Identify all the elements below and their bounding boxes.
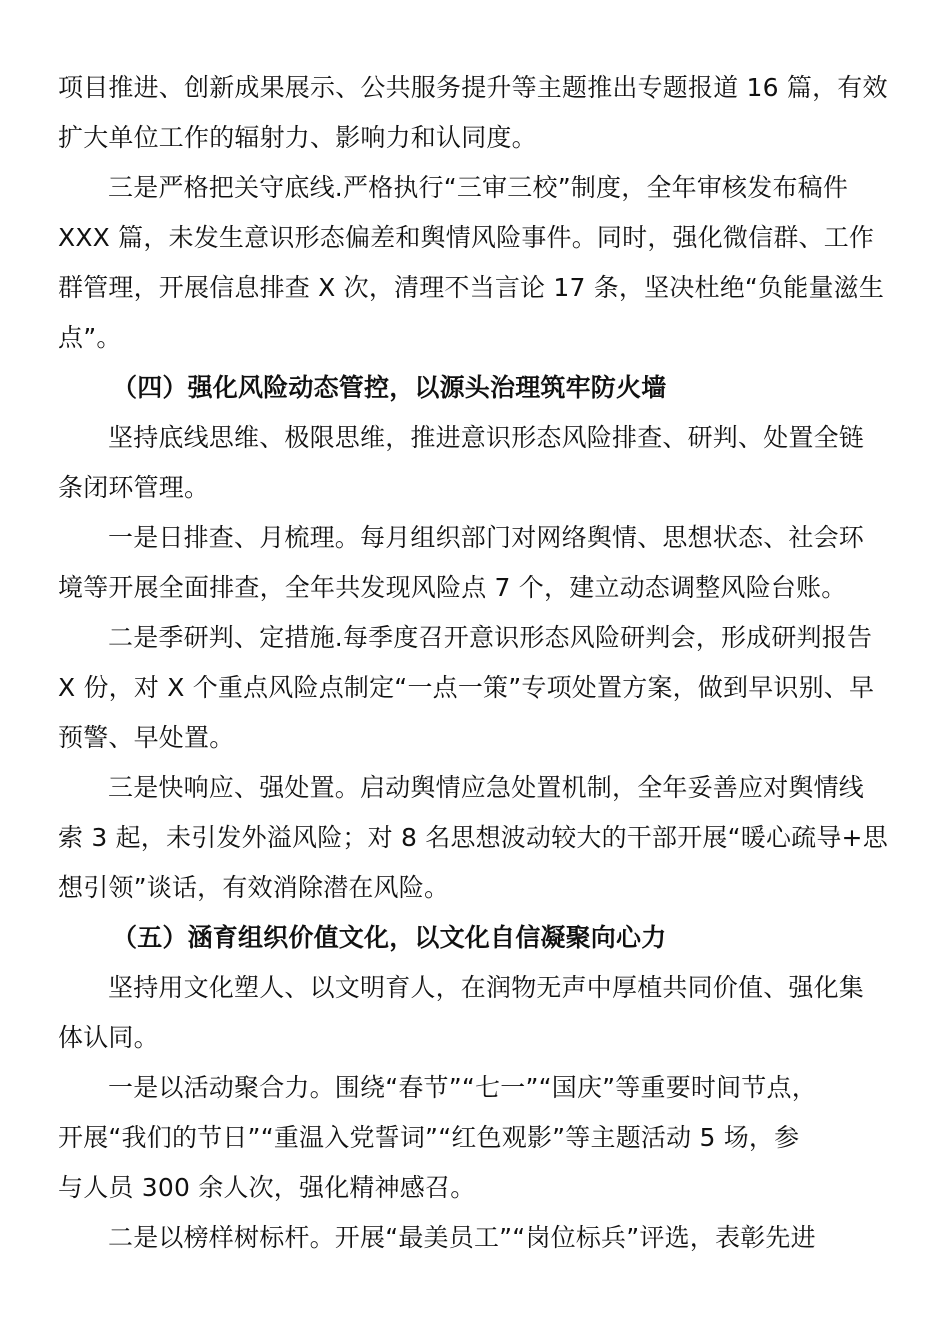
- paragraph-start-line: 一是日排查、月梳理。每月组织部门对网络舆情、思想状态、社会环: [108, 523, 865, 552]
- paragraph-start-line: 坚持底线思维、极限思维，推进意识形态风险排查、研判、处置全链: [108, 423, 865, 452]
- body-line: 想引领”谈话，有效消除潜在风险。: [58, 873, 450, 902]
- body-line: 群管理，开展信息排查 X 次，清理不当言论 17 条，坚决杜绝“负能量滋生: [58, 273, 885, 302]
- body-line: X 份，对 X 个重点风险点制定“一点一策”专项处置方案，做到早识别、早: [58, 673, 875, 702]
- body-line: 与人员 300 余人次，强化精神感召。: [58, 1173, 476, 1202]
- body-line: 预警、早处置。: [58, 723, 235, 752]
- body-line: 点”。: [58, 323, 122, 352]
- paragraph-start-line: 三是快响应、强处置。启动舆情应急处置机制，全年妥善应对舆情线: [108, 773, 865, 802]
- body-line: 项目推进、创新成果展示、公共服务提升等主题推出专题报道 16 篇，有效: [58, 73, 888, 102]
- body-line: 体认同。: [58, 1023, 159, 1052]
- body-line: 扩大单位工作的辐射力、影响力和认同度。: [58, 123, 537, 152]
- section-heading-5: （五）涵育组织价值文化，以文化自信凝聚向心力: [112, 923, 667, 952]
- paragraph-start-line: 二是季研判、定措施.每季度召开意识形态风险研判会，形成研判报告: [108, 623, 873, 652]
- body-line: 境等开展全面排查，全年共发现风险点 7 个，建立动态调整风险台账。: [58, 573, 847, 602]
- paragraph-start-line: 一是以活动聚合力。围绕“春节”“七一”“国庆”等重要时间节点，: [108, 1073, 817, 1102]
- paragraph-start-line: 二是以榜样树标杆。开展“最美员工”“岗位标兵”评选，表彰先进: [108, 1223, 816, 1252]
- body-line: XXX 篇，未发生意识形态偏差和舆情风险事件。同时，强化微信群、工作: [58, 223, 875, 252]
- paragraph-start-line: 三是严格把关守底线.严格执行“三审三校”制度，全年审核发布稿件: [108, 173, 849, 202]
- body-line: 索 3 起，未引发外溢风险；对 8 名思想波动较大的干部开展“暖心疏导+思: [58, 823, 888, 852]
- body-line: 条闭环管理。: [58, 473, 210, 502]
- section-heading-4: （四）强化风险动态管控，以源头治理筑牢防火墙: [112, 373, 667, 402]
- body-line: 开展“我们的节日”“重温入党誓词”“红色观影”等主题活动 5 场，参: [58, 1123, 800, 1152]
- paragraph-start-line: 坚持用文化塑人、以文明育人，在润物无声中厚植共同价值、强化集: [108, 973, 865, 1002]
